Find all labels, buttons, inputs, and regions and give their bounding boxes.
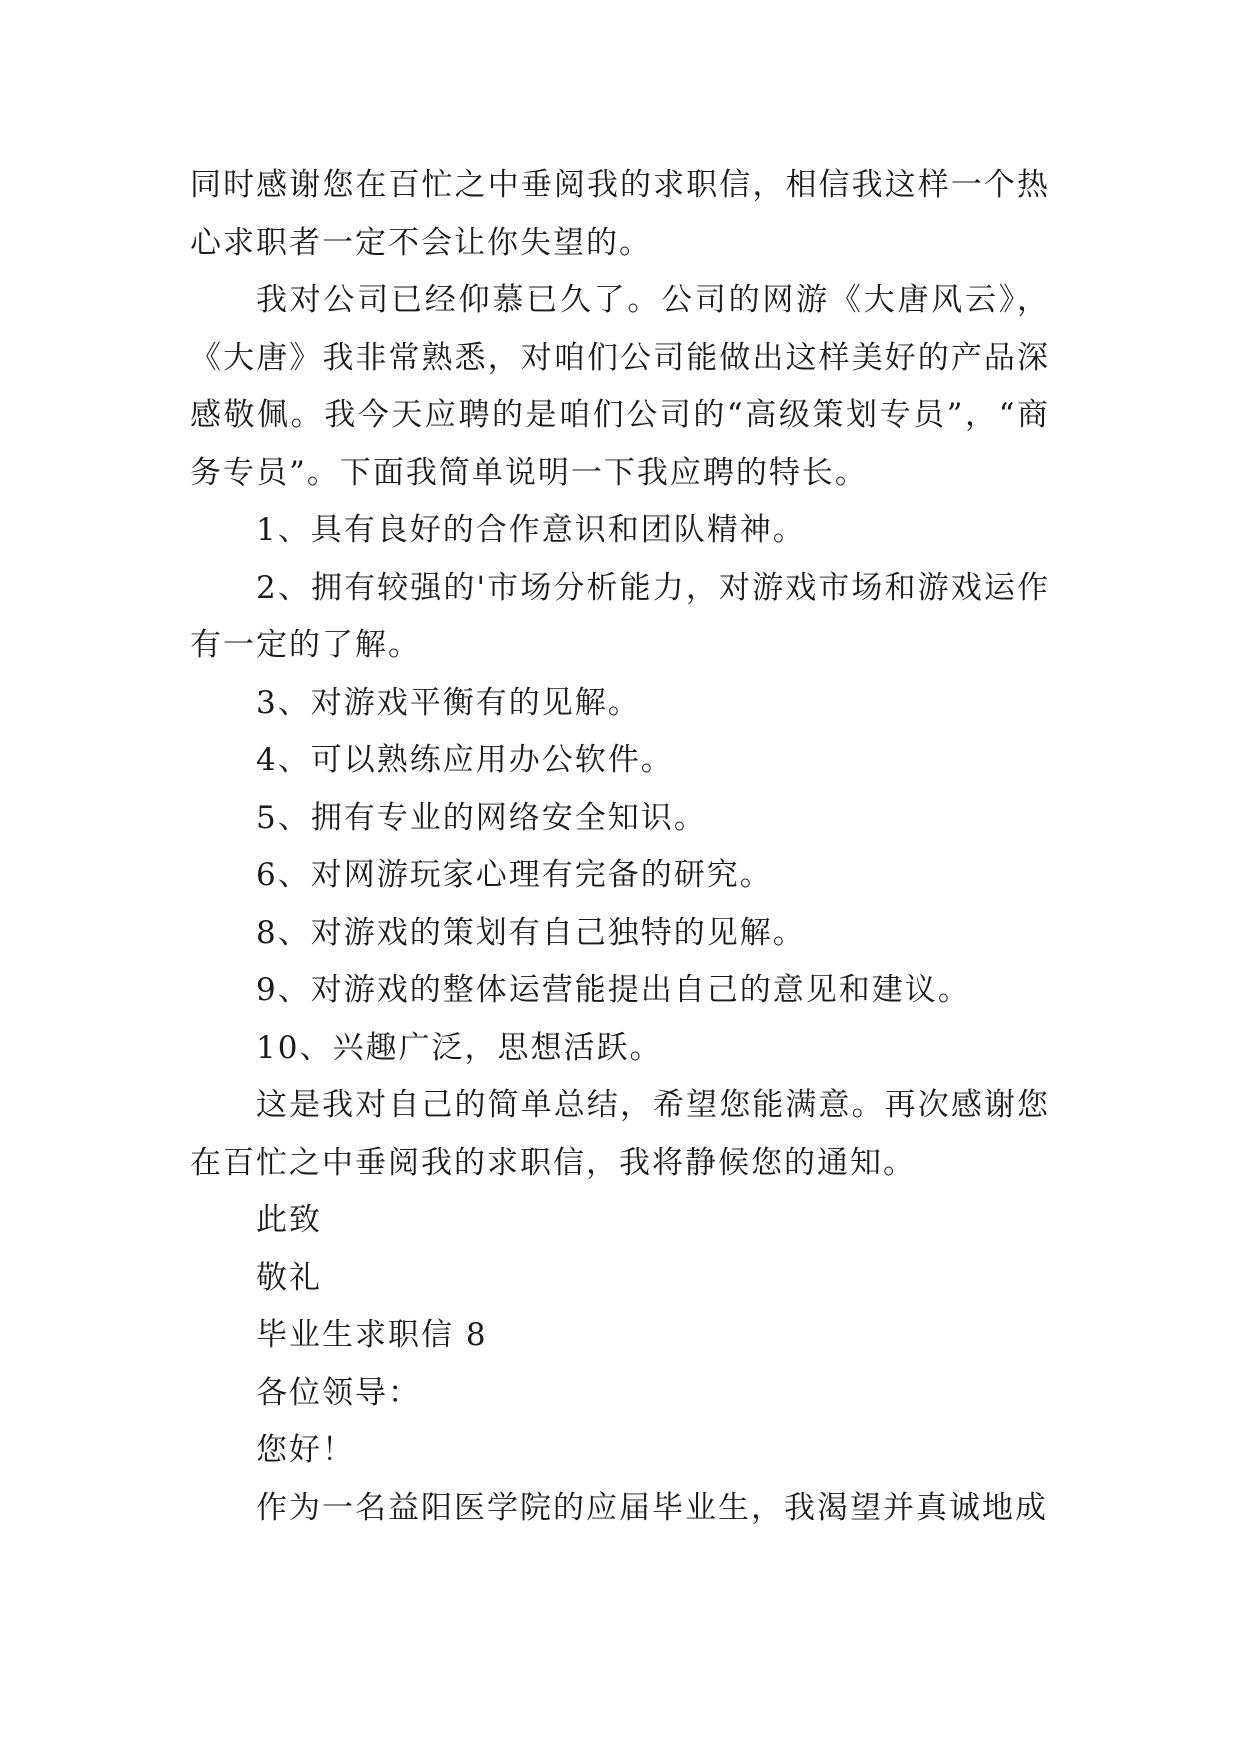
list-item-6: 6、对网游玩家心理有完备的研究。 <box>256 857 773 893</box>
paragraph-company-admiration: 我对公司已经仰慕已久了。公司的网游《大唐风云》，《大唐》我非常熟悉，对咱们公司能做出这样美好的产品深感敬佩。我今天应聘的是咱们公司的“高级策划专员”，“商务专员”。下面我简单说明一下我应聘的特长。 <box>190 282 1050 491</box>
paragraph-summary: 这是我对自己的简单总结，希望您能满意。再次感谢您在百忙之中垂阅我的求职信，我将静候您的通知。 <box>190 1087 1050 1181</box>
list-item-5: 5、拥有专业的网络安全知识。 <box>256 799 707 836</box>
list-item-3: 3、对游戏平衡有的见解。 <box>256 684 641 721</box>
list-item-8: 8、对游戏的策划有自己独特的见解。 <box>256 914 806 951</box>
paragraph-thanks-continued: 同时感谢您在百忙之中垂阅我的求职信，相信我这样一个热心求职者一定不会让你失望的。 <box>190 167 1050 261</box>
list-item-2: 2、拥有较强的'市场分析能力，对游戏市场和游戏运作有一定的了解。 <box>190 569 1050 663</box>
closing-regards: 敬礼 <box>256 1259 322 1296</box>
paragraph-introduction: 作为一名益阳医学院的应届毕业生，我渴望并真诚地成 <box>256 1489 1048 1526</box>
list-item-1: 1、具有良好的合作意识和团队精神。 <box>256 512 806 548</box>
list-item-9: 9、对游戏的整体运营能提出自己的意见和建议。 <box>256 972 971 1008</box>
letter-hello: 您好！ <box>256 1432 355 1468</box>
list-item-4: 4、可以熟练应用办公软件。 <box>256 742 674 778</box>
section-heading: 毕业生求职信 8 <box>256 1317 488 1353</box>
closing-salutation: 此致 <box>256 1202 322 1238</box>
list-item-10: 10、兴趣广泛，思想活跃。 <box>256 1029 663 1066</box>
document-body <box>190 157 1050 1537</box>
letter-greeting: 各位领导： <box>256 1374 421 1411</box>
